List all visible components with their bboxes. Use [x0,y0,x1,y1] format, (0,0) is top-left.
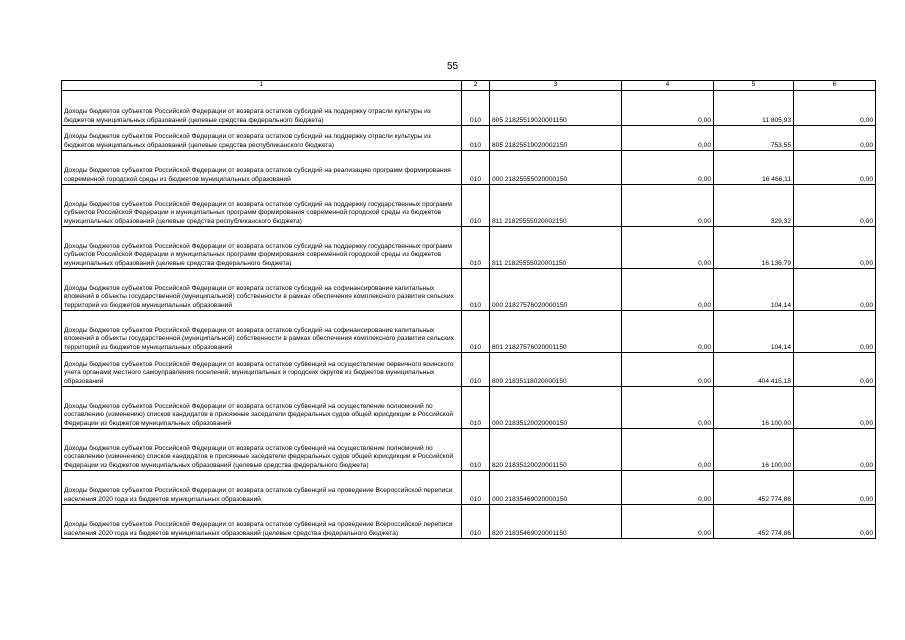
row-value-col5: 16 466,11 [714,151,794,185]
row-name-cell: Доходы бюджетов субъектов Российской Федерации от возврата остатков субсидий на поддержку государственных программ субъектов Российской Федерации и муниципальных программ формирования современной городской среды из бюджетов муниципальных образований (целевые средства федерального бюджета) [62,227,462,269]
row-name-cell: Доходы бюджетов субъектов Российской Федерации от возврата остатков субсидий на софинансирование капитальных вложений в объекты государственной (муниципальной) собственности в рамках обеспечения комплексного развития сельских территорий из бюджетов муниципальных образований [62,269,462,311]
table-header-row [62,81,876,91]
column-header: 2 [462,81,490,91]
row-kbk-cell: 000 21825555020000150 [490,151,622,185]
row-value-col5: 452 774,86 [714,471,794,505]
row-value-col6: 0,00 [794,429,876,471]
table-row [62,505,876,539]
table-row [62,471,876,505]
row-value-col6: 0,00 [794,387,876,429]
row-value-col6: 0,00 [794,505,876,539]
row-kbk-cell: 811 21825555020001150 [490,227,622,269]
row-value-col4: 0,00 [622,505,714,539]
row-kbk-cell: 805 21825519020002150 [490,126,622,151]
row-value-col4: 0,00 [622,429,714,471]
table-row [62,387,876,429]
table-row [62,311,876,353]
row-kbk-cell: 000 21835120020000150 [490,387,622,429]
column-header: 6 [794,81,876,91]
row-code-cell: 010 [462,505,490,539]
row-value-col5: 16 100,00 [714,387,794,429]
row-name-cell: Доходы бюджетов субъектов Российской Федерации от возврата остатков субвенций на осуществление полномочий по составлению (изменению) списков кандидатов в присяжные заседатели федеральных судов общей юрисдикции в Российской Федерации из бюджетов муниципальных образований [62,387,462,429]
row-value-col5: 11 805,93 [714,91,794,126]
row-code-cell: 010 [462,311,490,353]
row-name-cell: Доходы бюджетов субъектов Российской Федерации от возврата остатков субвенций на проведение Всероссийской переписи населения 2020 года из бюджетов муниципальных образований [62,471,462,505]
row-kbk-cell: 000 21835469020000150 [490,471,622,505]
row-name-cell: Доходы бюджетов субъектов Российской Федерации от возврата остатков субсидий на софинансирование капитальных вложений в объекты государственной (муниципальной) собственности в рамках обеспечения комплексного развития сельских территорий из бюджетов муниципальных образований [62,311,462,353]
row-code-cell: 010 [462,387,490,429]
row-value-col6: 0,00 [794,353,876,387]
row-value-col6: 0,00 [794,126,876,151]
row-name-cell: Доходы бюджетов субъектов Российской Федерации от возврата остатков субсидий на поддержку отрасли культуры из бюджетов муниципальных образований (целевые средства федерального бюджета) [62,91,462,126]
table-row [62,269,876,311]
table-row [62,185,876,227]
column-header: 5 [714,81,794,91]
table-row [62,91,876,126]
row-value-col4: 0,00 [622,471,714,505]
row-value-col5: 452 774,86 [714,505,794,539]
row-value-col6: 0,00 [794,185,876,227]
row-value-col4: 0,00 [622,311,714,353]
row-value-col6: 0,00 [794,91,876,126]
row-name-cell: Доходы бюджетов субъектов Российской Федерации от возврата остатков субсидий на поддержку государственных программ субъектов Российской Федерации и муниципальных программ формирования современной городской среды из бюджетов муниципальных образований (целевые средства республиканского бюджета) [62,185,462,227]
row-kbk-cell: 811 21825555020002150 [490,185,622,227]
row-value-col6: 0,00 [794,227,876,269]
row-name-cell: Доходы бюджетов субъектов Российской Федерации от возврата остатков субвенций на осуществление первичного воинского учета органами местного самоуправления поселений, муниципальных и городских округов из бюджетов муниципальных образований [62,353,462,387]
table-row [62,227,876,269]
row-value-col4: 0,00 [622,387,714,429]
column-header: 3 [490,81,622,91]
row-name-cell: Доходы бюджетов субъектов Российской Федерации от возврата остатков субвенций на проведение Всероссийской переписи населения 2020 года из бюджетов муниципальных образований (целевые средства федерального бюджета) [62,505,462,539]
row-value-col4: 0,00 [622,227,714,269]
row-value-col5: 16 136,79 [714,227,794,269]
row-kbk-cell: 820 21835469020001150 [490,505,622,539]
row-code-cell: 010 [462,151,490,185]
row-code-cell: 010 [462,471,490,505]
row-value-col6: 0,00 [794,311,876,353]
row-code-cell: 010 [462,126,490,151]
row-value-col5: 16 100,00 [714,429,794,471]
row-value-col4: 0,00 [622,151,714,185]
row-name-cell: Доходы бюджетов субъектов Российской Федерации от возврата остатков субсидий на реализацию программ формирования современной городской среды из бюджетов муниципальных образований [62,151,462,185]
column-header: 4 [622,81,714,91]
row-kbk-cell: 801 21827576020001150 [490,311,622,353]
row-value-col6: 0,00 [794,269,876,311]
column-header: 1 [62,81,462,91]
row-value-col4: 0,00 [622,353,714,387]
row-kbk-cell: 805 21825519020001150 [490,91,622,126]
row-kbk-cell: 809 21835118020000150 [490,353,622,387]
row-value-col4: 0,00 [622,185,714,227]
row-value-col4: 0,00 [622,91,714,126]
row-value-col5: 104,14 [714,311,794,353]
row-code-cell: 010 [462,227,490,269]
row-kbk-cell: 000 21827576020000150 [490,269,622,311]
row-value-col6: 0,00 [794,151,876,185]
row-value-col5: 404 415,18 [714,353,794,387]
table-row [62,151,876,185]
row-value-col5: 753,55 [714,126,794,151]
row-code-cell: 010 [462,353,490,387]
row-kbk-cell: 820 21835120020001150 [490,429,622,471]
row-value-col5: 104,14 [714,269,794,311]
table-row [62,429,876,471]
page-number: 55 [446,61,459,72]
budget-table [61,80,876,539]
row-name-cell: Доходы бюджетов субъектов Российской Федерации от возврата остатков субвенций на осуществление полномочий по составлению (изменению) списков кандидатов в присяжные заседатели федеральных судов общей юрисдикции в Российской Федерации из бюджетов муниципальных образований (целевые средства федерального бюджета) [62,429,462,471]
row-code-cell: 010 [462,91,490,126]
row-code-cell: 010 [462,269,490,311]
row-value-col4: 0,00 [622,269,714,311]
table-row [62,353,876,387]
row-value-col5: 329,32 [714,185,794,227]
row-name-cell: Доходы бюджетов субъектов Российской Федерации от возврата остатков субсидий на поддержку отрасли культуры из бюджетов муниципальных образований (целевые средства республиканского бюджета) [62,126,462,151]
row-value-col6: 0,00 [794,471,876,505]
table-row [62,126,876,151]
row-code-cell: 010 [462,429,490,471]
row-value-col4: 0,00 [622,126,714,151]
row-code-cell: 010 [462,185,490,227]
